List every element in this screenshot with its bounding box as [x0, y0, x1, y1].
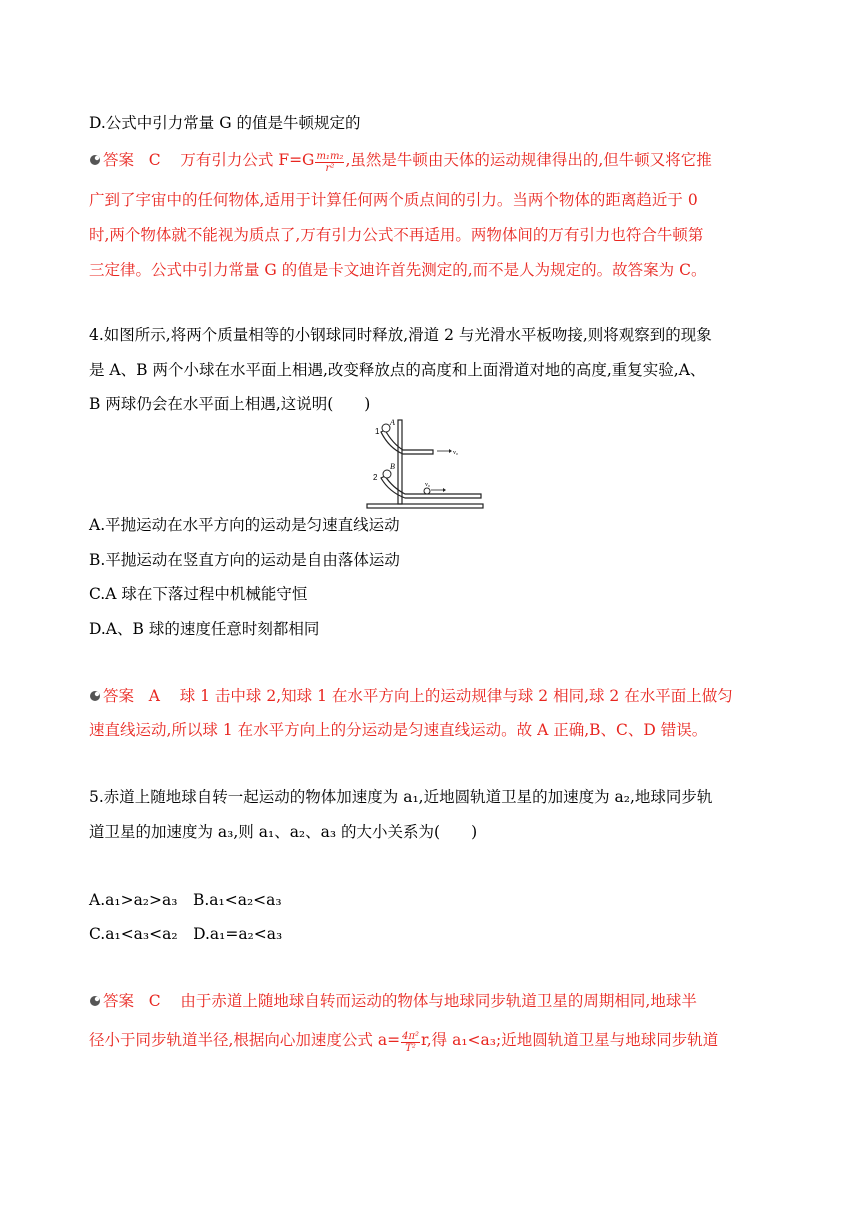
figure-label-1: 1 [375, 427, 380, 436]
answer-icon [89, 995, 101, 1007]
figure-label-v1: v₀ [453, 450, 459, 456]
answer-icon [89, 154, 101, 166]
answer-prefix: 答案 [103, 687, 135, 705]
q4-answer-line2: 速直线运动,所以球 1 在水平方向上的分运动是匀速直线运动。故 A 正确,B、C、D 错误。 [89, 721, 708, 739]
q5-options-line1: A.a₁>a₂>a₃ B.a₁<a₂<a₃ [89, 891, 282, 909]
answer-prefix: 答案 [103, 151, 135, 169]
q3-answer-line4: 三定律。公式中引力常量 G 的值是卡文迪许首先测定的,而不是人为规定的。故答案为 C。 [89, 261, 707, 279]
figure-label-a: A [390, 418, 395, 427]
q4-stem-line1: 4.如图所示,将两个质量相等的小钢球同时释放,滑道 2 与光滑水平板吻接,则将观察到的现象 [89, 326, 712, 344]
figure-label-b: B [390, 462, 395, 471]
q3-answer-line1 [89, 150, 712, 174]
answer-letter: C [148, 151, 161, 169]
figure-label-2: 2 [373, 473, 378, 482]
answer-text: 由于赤道上随地球自转而运动的物体与地球同步轨道卫星的周期相同,地球半 [180, 992, 697, 1010]
q5-stem-line2: 道卫星的加速度为 a₃,则 a₁、a₂、a₃ 的大小关系为( ) [89, 823, 478, 841]
answer-letter: C [148, 992, 161, 1010]
answer-text: r,得 a₁<a₃;近地圆轨道卫星与地球同步轨道 [421, 1031, 719, 1049]
q5-stem-line1: 5.赤道上随地球自转一起运动的物体加速度为 a₁,近地圆轨道卫星的加速度为 a₂,地球同步轨 [89, 788, 713, 806]
figure-label-v2: v₀ [425, 482, 431, 488]
answer-text: 径小于同步轨道半径,根据向心加速度公式 a= [89, 1031, 401, 1049]
q4-option-d: D.A、B 球的速度任意时刻都相同 [89, 620, 320, 638]
answer-text: ,虽然是牛顿由天体的运动规律得出的,但牛顿又将它推 [345, 151, 712, 169]
q4-stem-line3: B 两球仍会在水平面上相遇,这说明( ) [89, 395, 371, 413]
q4-stem-line2: 是 A、B 两个小球在水平面上相遇,改变释放点的高度和上面滑道对地的高度,重复实验,A、 [89, 361, 706, 379]
q3-answer-line2: 广到了宇宙中的任何物体,适用于计算任何两个质点间的引力。当两个物体的距离趋近于 0 [89, 191, 698, 209]
q4-answer-line1 [89, 686, 733, 706]
answer-text: 球 1 击中球 2,知球 1 在水平方向上的运动规律与球 2 相同,球 2 在水平面上做匀 [179, 687, 733, 705]
q3-option-d: D.公式中引力常量 G 的值是牛顿规定的 [89, 114, 361, 132]
q5-answer-line2 [89, 1030, 718, 1054]
q5-answer-line1 [89, 991, 697, 1011]
answer-prefix: 答案 [103, 992, 135, 1010]
accel-fraction: $\frac{\text{4π²}}{\text{T²}}$ [402, 1031, 420, 1054]
experiment-figure [363, 418, 488, 510]
q4-option-a: A.平抛运动在水平方向的运动是匀速直线运动 [89, 516, 400, 534]
answer-text: 万有引力公式 F=G [180, 151, 315, 169]
gravity-fraction: $\frac{\text{m₁m₂}}{\text{r²}}$ [316, 151, 344, 174]
answer-letter: A [148, 687, 160, 705]
q4-option-c: C.A 球在下落过程中机械能守恒 [89, 585, 308, 603]
answer-icon [89, 690, 101, 702]
q5-options-line2: C.a₁<a₃<a₂ D.a₁=a₂<a₃ [89, 925, 283, 943]
q3-answer-line3: 时,两个物体就不能视为质点了,万有引力公式不再适用。两物体间的万有引力也符合牛顿第 [89, 226, 704, 244]
q4-option-b: B.平抛运动在竖直方向的运动是自由落体运动 [89, 551, 400, 569]
